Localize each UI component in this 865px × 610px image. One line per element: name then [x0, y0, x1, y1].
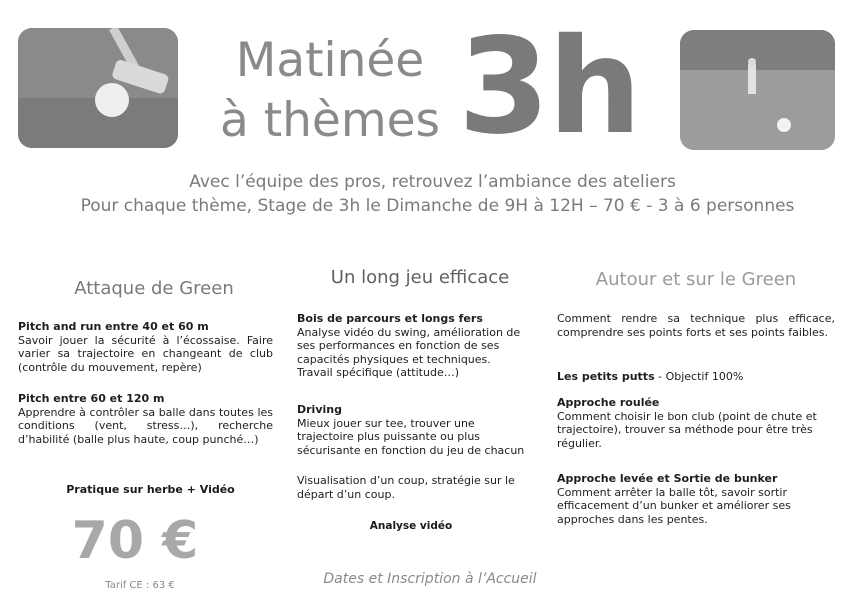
title-line-1: Matinée — [235, 33, 425, 88]
col3-block-approche-roulee — [557, 396, 835, 450]
col3-block-intro — [557, 312, 835, 339]
col3-block1-text: Comment rendre sa technique plus efficace, comprendre ses points forts et ses points faibles. — [557, 312, 835, 339]
col3-block2-suffix: - Objectif 100% — [654, 370, 744, 383]
col2-block2-title: Driving — [297, 403, 342, 416]
footer-registration: Dates et Inscription à l’Accueil — [323, 571, 537, 587]
col3-block-approche-levee — [557, 472, 835, 526]
col1-block1-title: Pitch and run entre 40 et 60 m — [18, 320, 209, 333]
putter-image — [18, 28, 178, 148]
col3-block-putts — [557, 370, 835, 384]
golf-putter-photo — [18, 28, 178, 148]
subtitle-1: Avec l’équipe des pros, retrouvez l’ambiance des ateliers — [189, 172, 676, 192]
subtitle-2: Pour chaque thème, Stage de 3h le Dimanche de 9H à 12H – 70 € - 3 à 6 personnes — [80, 196, 795, 216]
column-3-heading: Autour et sur le Green — [595, 269, 797, 290]
col3-block2-title: Les petits putts — [557, 370, 655, 383]
col1-block2-text: Apprendre à contrôler sa balle dans toutes les conditions (vent, stress…), recherche d’habilité (balle plus haute, coup punché…) — [18, 405, 273, 446]
col2-block1-text: Analyse vidéo du swing, amélioration de ses performances en fonction de ses capacités physiques et techniques. Travail spécifique (attitude…) — [297, 325, 521, 379]
duration-title: 3h — [458, 10, 640, 164]
col2-block-bois — [297, 312, 525, 380]
col2-block2-text: Mieux jouer sur tee, trouver une trajectoire plus puissante ou plus sécurisante en fonction du jeu de chacun — [297, 416, 525, 457]
price: 70 € — [71, 511, 199, 571]
col1-block2-title: Pitch entre 60 et 120 m — [18, 392, 165, 405]
col3-block3-text: Comment choisir le bon club (point de chute et trajectoire), trouver sa méthode pour être très régulier. — [557, 409, 817, 450]
col1-block1-text: Savoir jouer la sécurité à l’écossaise. Faire varier sa trajectoire en changeant de club (contrôle du mouvement, repère) — [18, 333, 273, 374]
title-line-2: à thèmes — [219, 93, 441, 148]
column-2-heading: Un long jeu efficace — [330, 267, 510, 288]
col2-block-driving — [297, 403, 525, 457]
golf-swing-photo — [680, 30, 835, 150]
col1-block-pitch-run — [18, 320, 273, 374]
col2-block1-title: Bois de parcours et longs fers — [297, 312, 483, 325]
col3-block3-title: Approche roulée — [557, 396, 660, 409]
column-1-heading: Attaque de Green — [74, 278, 234, 299]
col2-block3-text: Visualisation d’un coup, stratégie sur le départ d’un coup. — [297, 474, 515, 501]
golfer-image — [680, 30, 835, 150]
col2-analysis-label: Analyse vidéo — [369, 520, 453, 532]
col3-block4-text: Comment arrêter la balle tôt, savoir sortir efficacement d’un bunker et améliorer ses approches dans les pentes. — [557, 485, 791, 526]
col1-block-pitch — [18, 392, 273, 446]
col3-block4-title: Approche levée et Sortie de bunker — [557, 472, 778, 485]
col2-block-visualisation — [297, 474, 525, 501]
tarif-ce: Tarif CE : 63 € — [105, 580, 175, 591]
col1-practice-label: Pratique sur herbe + Vidéo — [66, 483, 235, 496]
